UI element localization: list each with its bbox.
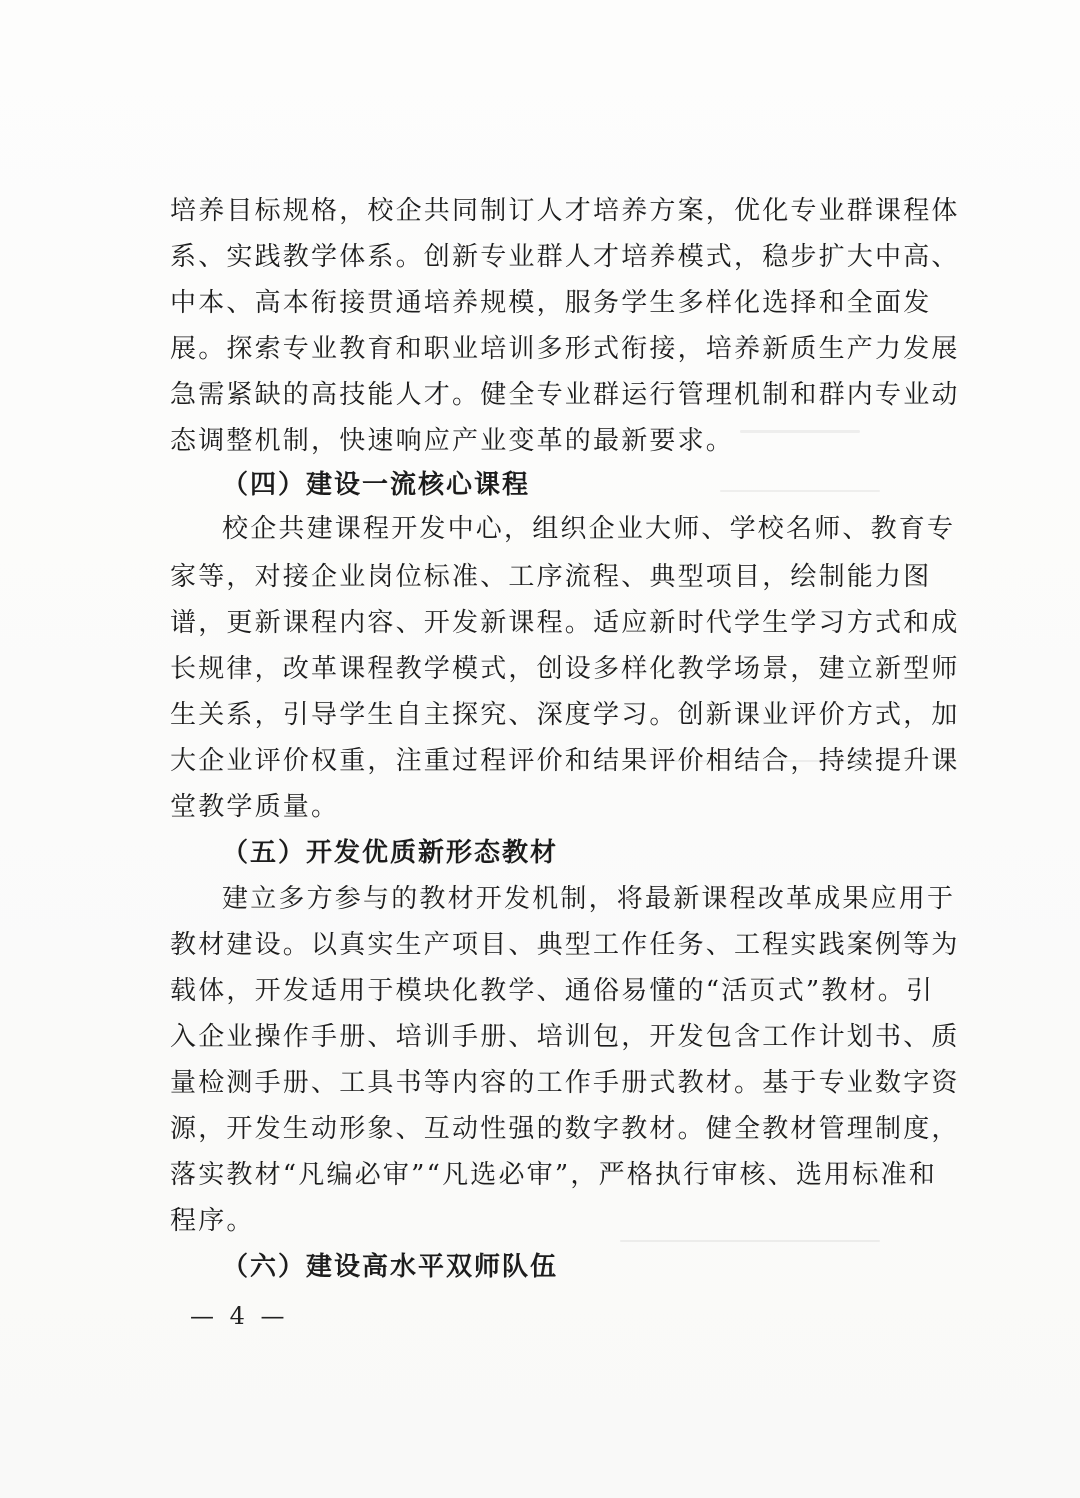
paragraph-line: 建立多方参与的教材开发机制，将最新课程改革成果应用于 (222, 884, 956, 914)
section-heading-5: （五）开发优质新形态教材 (222, 838, 559, 868)
paragraph-line: 程序。 (170, 1206, 255, 1236)
paragraph-line: 生关系，引导学生自主探究、深度学习。创新课业评价方式，加 (170, 700, 960, 730)
paragraph-line: 教材建设。以真实生产项目、典型工作任务、工程实践案例等为 (170, 930, 960, 960)
paragraph-line: 量检测手册、工具书等内容的工作手册式教材。基于专业数字资 (170, 1068, 960, 1098)
paragraph-line: 堂教学质量。 (170, 792, 340, 822)
paragraph-line: 谱，更新课程内容、开发新课程。适应新时代学生学习方式和成 (170, 608, 960, 638)
paragraph-line: 系、实践教学体系。创新专业群人才培养模式，稳步扩大中高、 (170, 242, 960, 272)
paragraph-line: 培养目标规格，校企共同制订人才培养方案，优化专业群课程体 (170, 196, 960, 226)
paragraph-line: 展。探索专业教育和职业培训多形式衔接，培养新质生产力发展 (170, 334, 960, 364)
section-heading-6: （六）建设高水平双师队伍 (222, 1252, 559, 1282)
paragraph-line: 态调整机制，快速响应产业变革的最新要求。 (170, 426, 735, 456)
paragraph-line: 落实教材“凡编必审”“凡选必审”，严格执行审核、选用标准和 (170, 1160, 937, 1190)
section-heading-4: （四）建设一流核心课程 (222, 470, 531, 500)
paragraph-line: 急需紧缺的高技能人才。健全专业群运行管理机制和群内专业动 (170, 380, 960, 410)
paragraph-line: 长规律，改革课程教学模式，创设多样化教学场景，建立新型师 (170, 654, 960, 684)
paragraph-line: 载体，开发适用于模块化教学、通俗易懂的“活页式”教材。引 (170, 976, 935, 1006)
paragraph-line: 中本、高本衔接贯通培养规模，服务学生多样化选择和全面发 (170, 288, 932, 318)
paragraph-line: 家等，对接企业岗位标准、工序流程、典型项目，绘制能力图 (170, 562, 932, 592)
page-number: — 4 — (190, 1302, 289, 1330)
paragraph-line: 源，开发生动形象、互动性强的数字教材。健全教材管理制度， (170, 1114, 960, 1144)
paragraph-line: 大企业评价权重，注重过程评价和结果评价相结合，持续提升课 (170, 746, 960, 776)
paragraph-line: 入企业操作手册、培训手册、培训包，开发包含工作计划书、质 (170, 1022, 960, 1052)
paragraph-line: 校企共建课程开发中心，组织企业大师、学校名师、教育专 (222, 514, 956, 544)
